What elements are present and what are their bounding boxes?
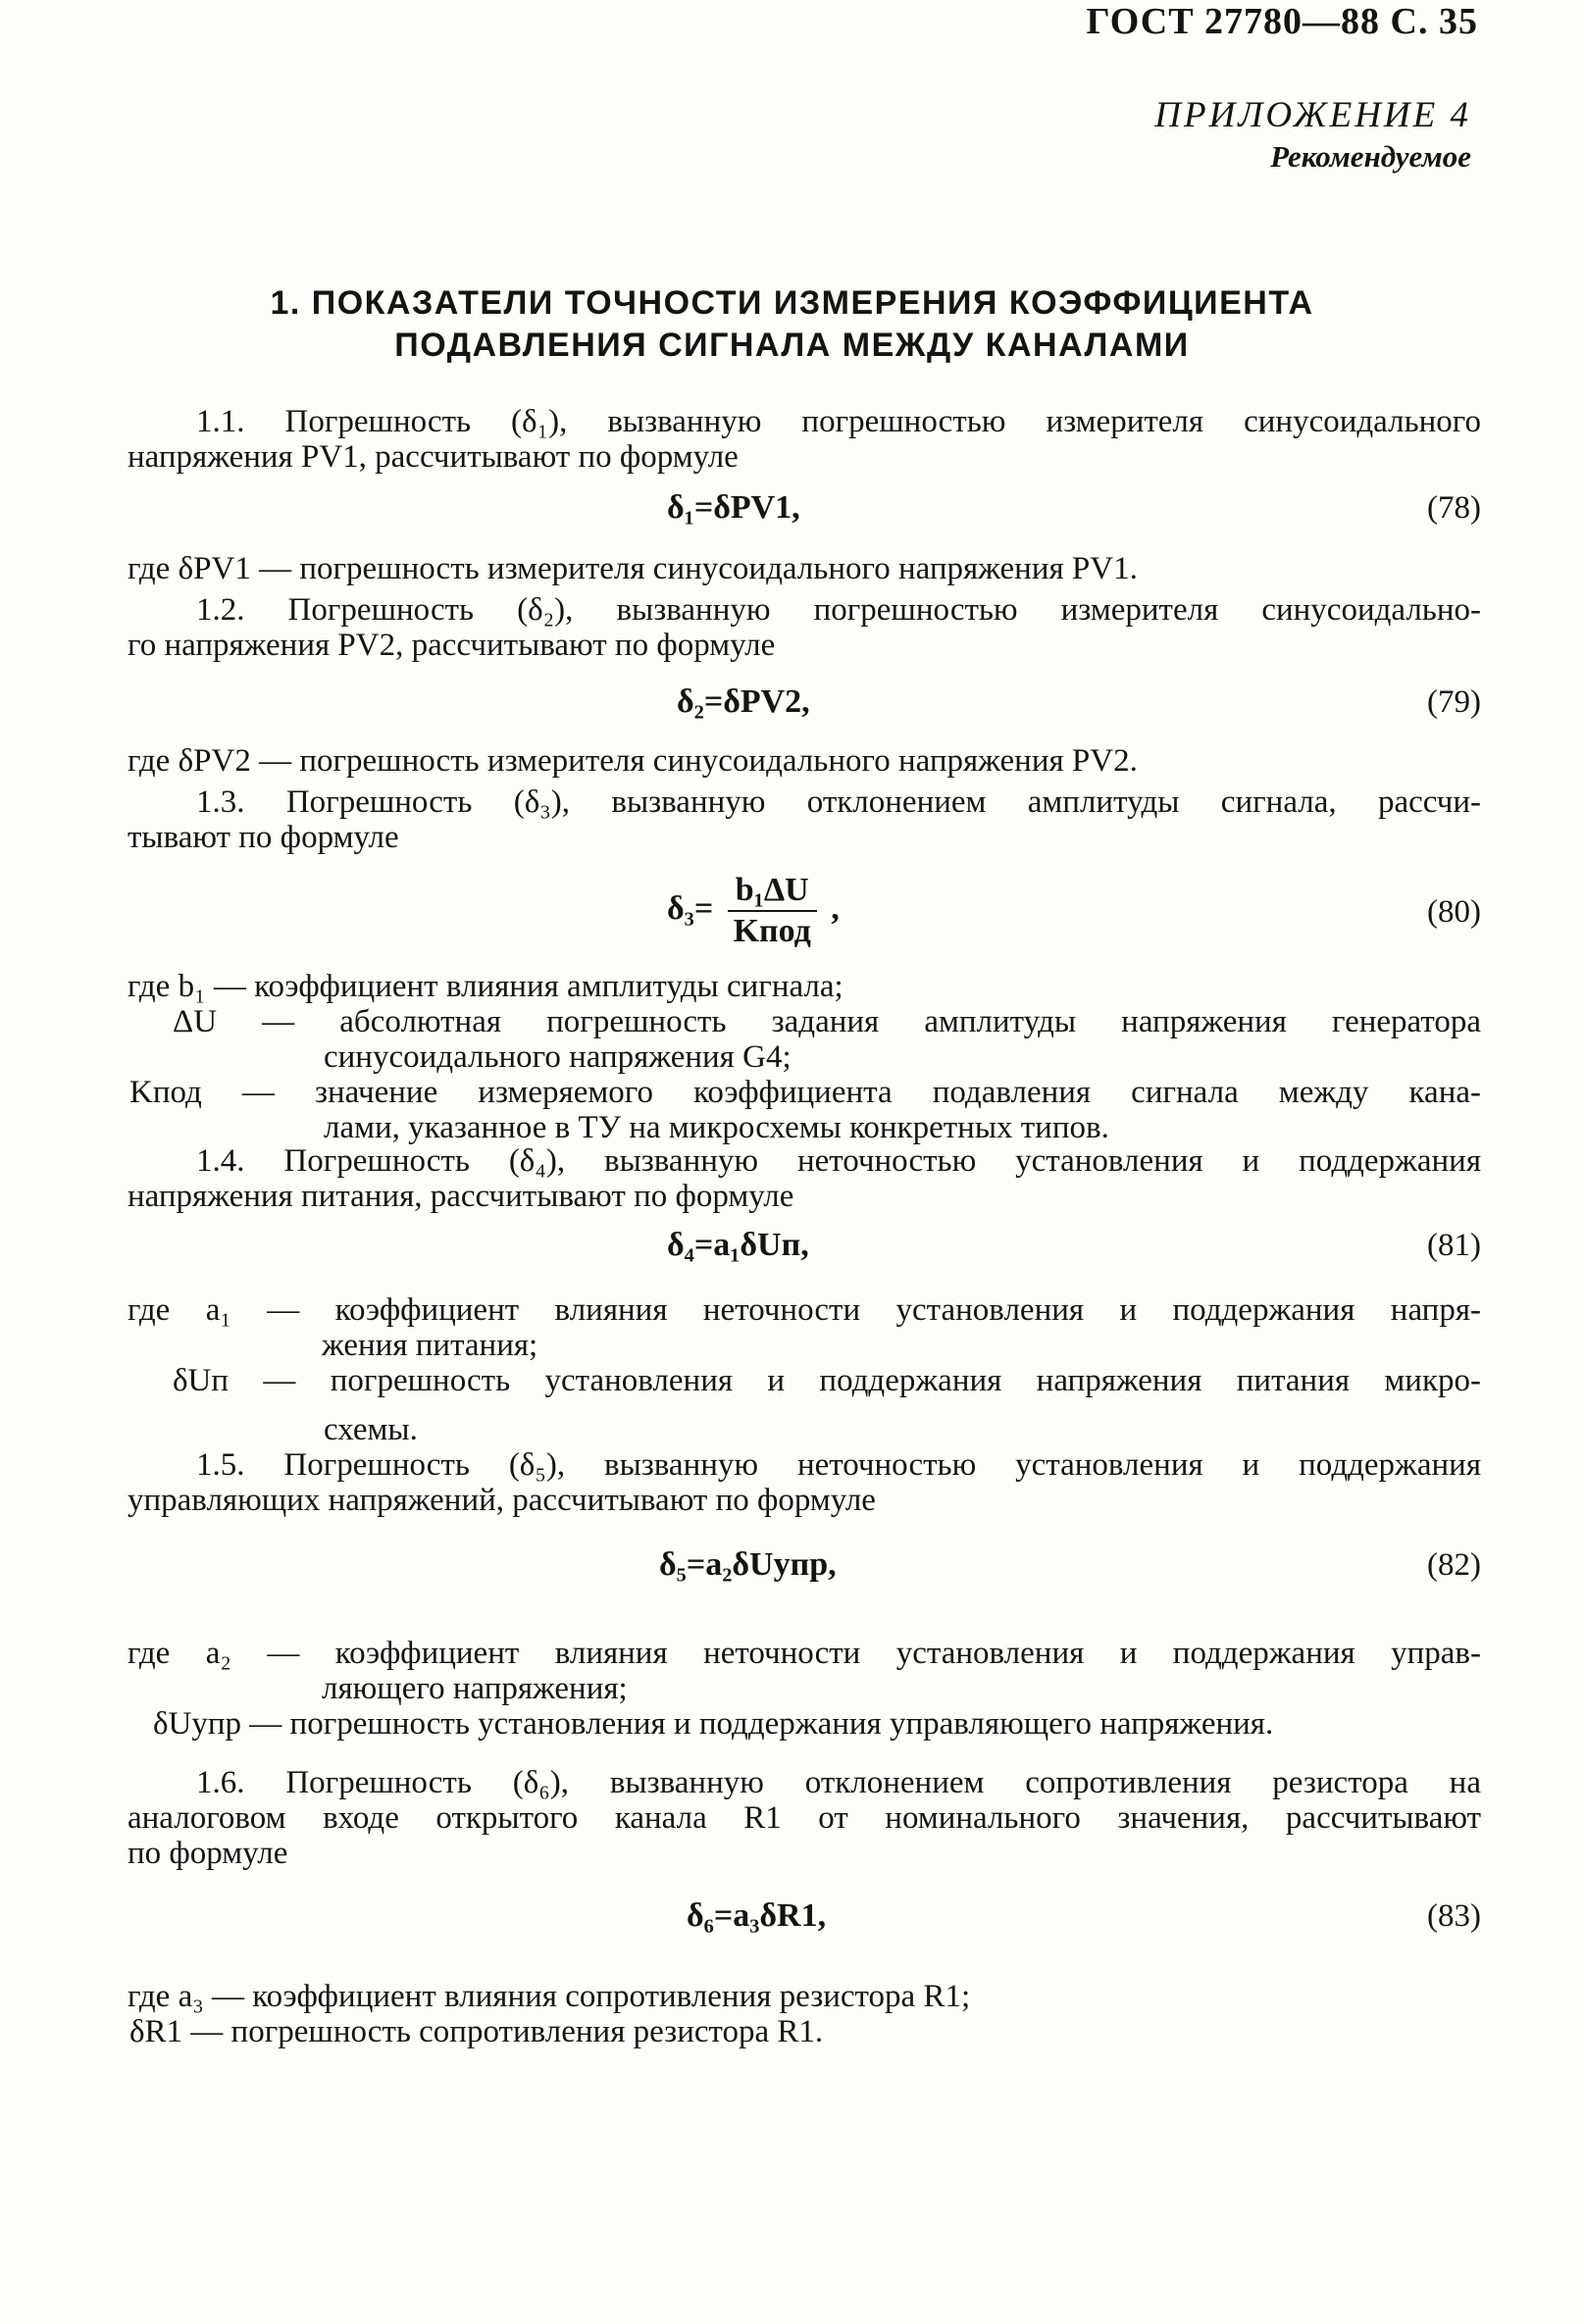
equation-number-81: (81): [1427, 1228, 1481, 1263]
definition-1-5-dUupr: δUупр — погрешность установления и поддержания управляющего напряжения.: [153, 1706, 1274, 1742]
paragraph-1-1-line-1: 1.1. Погрешность (δ₁), вызванную погрешностью измерителя синусоидального: [196, 404, 1481, 439]
paragraph-1-3-line-1: 1.3. Погрешность (δ₃), вызванную отклонением амплитуды сигнала, рассчи-: [196, 784, 1481, 820]
formula-83: δ₆=a₃δR1,: [687, 1897, 827, 1934]
paragraph-1-4-line-2: напряжения питания, рассчитывают по формуле: [128, 1179, 794, 1214]
definition-1-4-a1-cont: жения питания;: [322, 1328, 538, 1363]
paragraph-1-2-line-1: 1.2. Погрешность (δ₂), вызванную погрешностью измерителя синусоидально-: [196, 592, 1481, 628]
definition-1-4-a1: где a₁ — коэффициент влияния неточности установления и поддержания напря-: [128, 1292, 1481, 1328]
formula-78: δ₁=δPV1,: [667, 489, 800, 526]
section-title-line-1: 1. ПОКАЗАТЕЛИ ТОЧНОСТИ ИЗМЕРЕНИЯ КОЭФФИЦИЕНТА: [270, 284, 1314, 322]
paragraph-1-6-line-3: по формуле: [128, 1836, 288, 1871]
definition-1-5-a2-cont: ляющего напряжения;: [322, 1671, 628, 1706]
definition-1-4-dUp: δUп — погрешность установления и поддержания напряжения питания микро-: [173, 1363, 1481, 1398]
paragraph-1-3-line-2: тывают по формуле: [128, 820, 399, 855]
definition-1-6-a3: где a₃ — коэффициент влияния сопротивления резистора R1;: [128, 1979, 971, 2014]
definition-1-3-b1: где b₁ — коэффициент влияния амплитуды сигнала;: [128, 969, 843, 1004]
formula-82: δ₅=a₂δUупр,: [659, 1546, 837, 1583]
formula-79: δ₂=δPV2,: [677, 683, 810, 720]
appendix-label: ПРИЛОЖЕНИЕ 4: [1154, 95, 1471, 135]
paragraph-1-6-line-1: 1.6. Погрешность (δ₆), вызванную отклонением сопротивления резистора на: [196, 1765, 1481, 1800]
section-title-line-2: ПОДАВЛЕНИЯ СИГНАЛА МЕЖДУ КАНАЛАМИ: [394, 327, 1190, 364]
definition-1-3-Kpod: Kпод — значение измеряемого коэффициента подавления сигнала между кана-: [129, 1075, 1481, 1110]
equation-number-83: (83): [1427, 1898, 1481, 1934]
definition-1-6-dR1: δR1 — погрешность сопротивления резистора R1.: [129, 2014, 824, 2049]
equation-number-78: (78): [1427, 490, 1481, 526]
definition-1-3-dU-cont: синусоидального напряжения G4;: [324, 1039, 792, 1075]
formula-80-denominator: Kпод: [733, 913, 811, 949]
definition-1-4-dUp-cont: схемы.: [324, 1412, 418, 1447]
definition-1-5-a2: где a₂ — коэффициент влияния неточности установления и поддержания управ-: [128, 1636, 1481, 1671]
definition-1-2: где δPV2 — погрешность измерителя синусоидального напряжения PV2.: [128, 743, 1138, 779]
formula-80-numerator: b₁ΔU: [728, 873, 817, 912]
definition-1-1: где δPV1 — погрешность измерителя синусоидального напряжения PV1.: [128, 551, 1138, 586]
definition-1-3-dU: ΔU — абсолютная погрешность задания амплитуды напряжения генератора: [173, 1004, 1481, 1039]
equation-number-79: (79): [1427, 684, 1481, 720]
paragraph-1-5-line-1: 1.5. Погрешность (δ₅), вызванную неточностью установления и поддержания: [196, 1447, 1481, 1483]
page-header: ГОСТ 27780—88 С. 35: [1086, 1, 1478, 42]
formula-81: δ₄=a₁δUп,: [667, 1227, 809, 1263]
appendix-status: Рекомендуемое: [1270, 139, 1471, 174]
formula-80-lhs: δ₃=: [667, 889, 714, 927]
equation-number-82: (82): [1427, 1547, 1481, 1583]
equation-number-80: (80): [1427, 894, 1481, 930]
paragraph-1-5-line-2: управляющих напряжений, рассчитывают по формуле: [128, 1483, 876, 1518]
formula-80-fraction: [728, 873, 817, 949]
definition-1-3-Kpod-cont: лами, указанное в ТУ на микросхемы конкретных типов.: [324, 1110, 1109, 1145]
paragraph-1-4-line-1: 1.4. Погрешность (δ₄), вызванную неточностью установления и поддержания: [196, 1143, 1481, 1179]
paragraph-1-6-line-2: аналоговом входе открытого канала R1 от номинального значения, рассчитывают: [128, 1800, 1481, 1836]
paragraph-1-1-line-2: напряжения PV1, рассчитывают по формуле: [128, 439, 739, 475]
appendix-block: [1154, 94, 1471, 177]
formula-80: δ₃= $\frac{\text{b₁ΔU}}{\text{Kпод}}$ ,: [667, 872, 840, 949]
paragraph-1-2-line-2: го напряжения PV2, рассчитывают по формуле: [128, 628, 776, 663]
section-title: [128, 282, 1456, 367]
